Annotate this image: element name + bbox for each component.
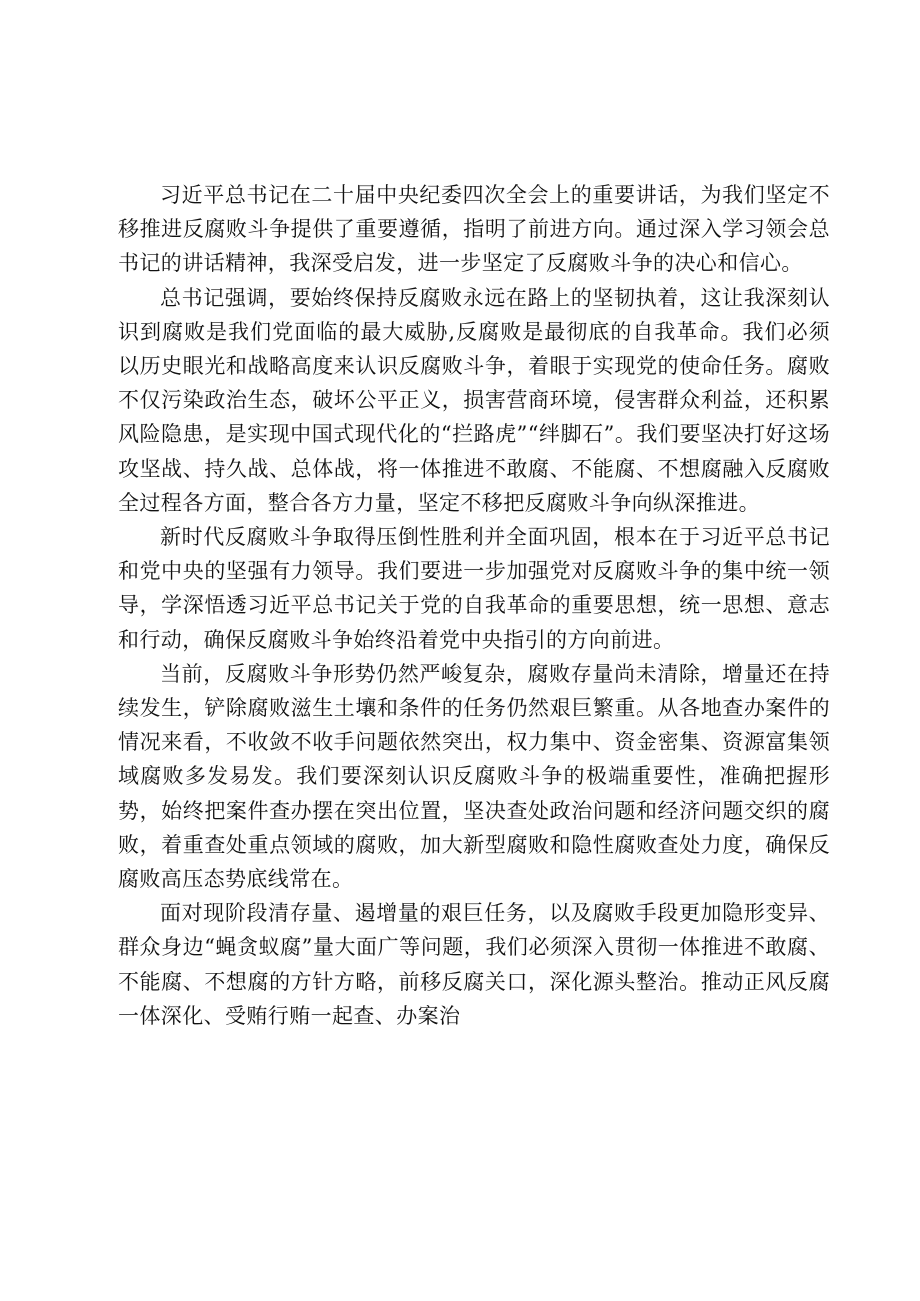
paragraph-1: 习近平总书记在二十届中央纪委四次全会上的重要讲话，为我们坚定不移推进反腐败斗争提供了重要遵循，指明了前进方向。通过深入学习领会总书记的讲话精神，我深受启发，进一步坚定了反腐败斗争的决心和信心。: [118, 183, 830, 276]
paragraph-5: 面对现阶段清存量、遏增量的艰巨任务，以及腐败手段更加隐形变异、群众身边“蝇贪蚁腐”量大面广等问题，我们必须深入贯彻一体推进不敢腐、不能腐、不想腐的方针方略，前移反腐关口，深化源头整治。推动正风反腐一体深化、受贿行贿一起查、办案治: [118, 901, 830, 1028]
document-body: [118, 178, 830, 1033]
paragraph-2: 总书记强调，要始终保持反腐败永远在路上的坚韧执着，这让我深刻认识到腐败是我们党面临的最大威胁,反腐败是最彻底的自我革命。我们必须以历史眼光和战略高度来认识反腐败斗争，着眼于实现党的使命任务。腐败不仅污染政治生态，破坏公平正义，损害营商环境，侵害群众利益，还积累风险隐患，是实现中国式现代化的“拦路虎”“绊脚石”。我们要坚决打好这场攻坚战、持久战、总体战，将一体推进不敢腐、不能腐、不想腐融入反腐败全过程各方面，整合各方力量，坚定不移把反腐败斗争向纵深推进。: [118, 285, 830, 515]
paragraph-4: 当前，反腐败斗争形势仍然严峻复杂，腐败存量尚未清除，增量还在持续发生，铲除腐败滋生土壤和条件的任务仍然艰巨繁重。从各地查办案件的情况来看，不收敛不收手问题依然突出，权力集中、资金密集、资源富集领域腐败多发易发。我们要深刻认识反腐败斗争的极端重要性，准确把握形势，始终把案件查办摆在突出位置，坚决查处政治问题和经济问题交织的腐败，着重查处重点领域的腐败，加大新型腐败和隐性腐败查处力度，确保反腐败高压态势底线常在。: [118, 661, 830, 892]
paragraph-3: 新时代反腐败斗争取得压倒性胜利并全面巩固，根本在于习近平总书记和党中央的坚强有力领导。我们要进一步加强党对反腐败斗争的集中统一领导，学深悟透习近平总书记关于党的自我革命的重要思想，统一思想、意志和行动，确保反腐败斗争始终沿着党中央指引的方向前进。: [118, 525, 830, 652]
